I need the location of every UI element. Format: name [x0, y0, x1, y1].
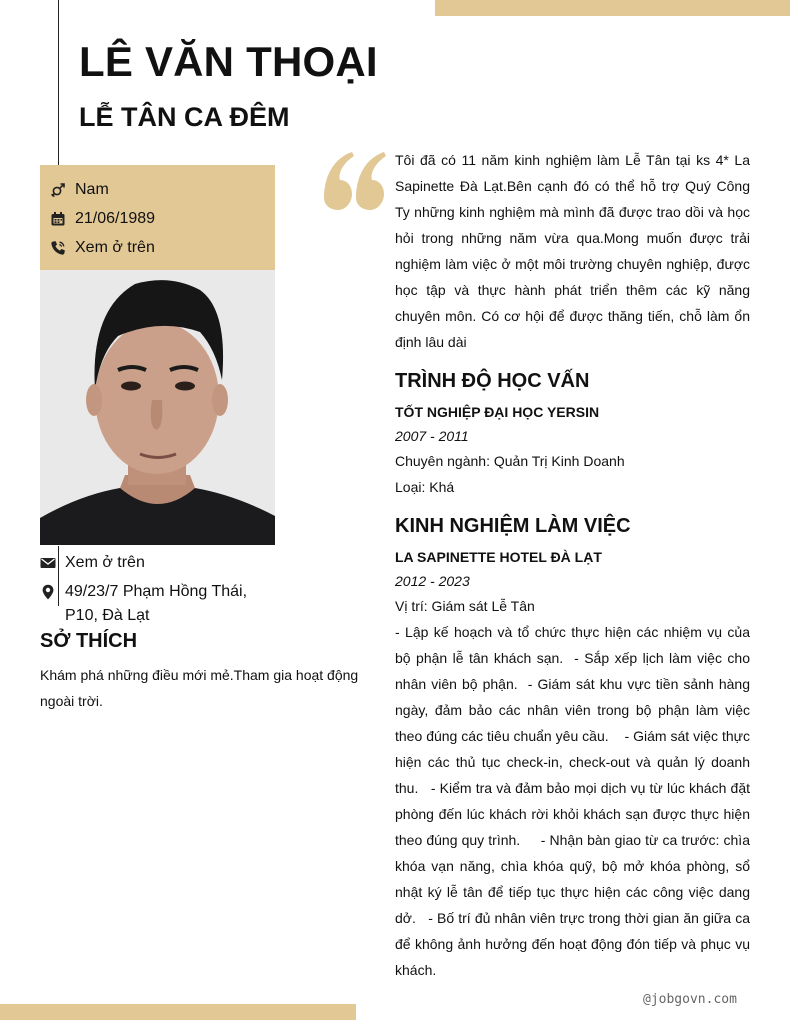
- phone-icon: [50, 240, 66, 256]
- candidate-name: LÊ VĂN THOẠI: [79, 38, 378, 85]
- address-line-2: P10, Đà Lạt: [65, 607, 150, 624]
- calendar-icon: [50, 211, 66, 227]
- quote-icon: [322, 150, 388, 216]
- vertical-divider-top: [58, 0, 59, 165]
- address-block: [65, 580, 247, 628]
- experience-period: 2012 - 2023: [395, 573, 470, 589]
- phone-row: [50, 239, 155, 257]
- hobbies-text: Khám phá những điều mới mẻ.Tham gia hoạt động ngoài trời.: [40, 667, 359, 709]
- address-row: [40, 580, 247, 628]
- education-grade: Loại: Khá: [395, 479, 455, 495]
- education-school: TỐT NGHIỆP ĐẠI HỌC YERSIN: [395, 404, 600, 420]
- education-title: TRÌNH ĐỘ HỌC VẤN: [395, 370, 590, 392]
- gender-row: [50, 181, 109, 199]
- experience-duties: - Lập kế hoạch và tổ chức thực hiện các nhiệm vụ của bộ phận lễ tân khách sạn. - Sắp xếp lịch làm việc cho nhân viên bộ phận. - Giám sát khu vực tiền sảnh hàng ngày, đảm bảo các nhân viên trong bộ phận làm việc theo đúng các tiêu chuẩn yêu cầu. - Giám sát việc thực hiện các thủ tục check-in, check-out và quản lý doanh thu. - Kiểm tra và đảm bảo mọi dịch vụ từ lúc khách đặt phòng đến lúc khách rời khỏi khách sạn được thực hiện theo đúng quy trình. - Nhận bàn giao từ ca trước: chìa khóa vạn năng, chìa khóa quỹ, bộ mở khóa phòng, sổ nhật ký lễ tân để tiếp tục thực hiện các công việc dang dở. - Bố trí đủ nhân viên trực trong thời gian ăn giữa ca để không ảnh hưởng đến hoạt động đón tiếp và phục vụ khách.: [395, 624, 758, 978]
- birthday-value: 21/06/1989: [75, 210, 156, 227]
- email-icon: [40, 555, 56, 571]
- education-period: 2007 - 2011: [395, 428, 469, 444]
- experience-title: KINH NGHIỆM LÀM VIỆC: [395, 515, 631, 537]
- footer-watermark: @jobgovn.com: [643, 992, 737, 1007]
- birthday-row: [50, 210, 155, 228]
- profile-photo: [40, 270, 275, 545]
- gender-value: Nam: [75, 181, 109, 198]
- personal-info-box: [40, 165, 275, 270]
- location-icon: [40, 584, 56, 600]
- experience-position: Vị trí: Giám sát Lễ Tân: [395, 598, 535, 614]
- candidate-role: LỄ TÂN CA ĐÊM: [79, 102, 290, 132]
- bottom-accent-bar: [0, 1004, 356, 1020]
- education-major: Chuyên ngành: Quản Trị Kinh Doanh: [395, 453, 625, 469]
- phone-value: Xem ở trên: [75, 239, 155, 256]
- top-accent-bar: [435, 0, 790, 16]
- experience-company: LA SAPINETTE HOTEL ĐÀ LẠT: [395, 549, 602, 565]
- career-summary: Tôi đã có 11 năm kinh nghiệm làm Lễ Tân tại ks 4* La Sapinette Đà Lạt.Bên cạnh đó có thể hỗ trợ Quý Công Ty những kinh nghiệm mà mình đã được trao dồi và học hỏi trong những năm vừa qua.Mong muốn được trải nghiệm làm việc ở một môi trường chuyên nghiệp, được học tập và thực hành phát triển thêm các kỹ năng chuyên môn. Có cơ hội để được thăng tiến, chỗ làm ổn định lâu dài: [395, 152, 750, 350]
- gender-icon: [50, 182, 66, 198]
- address-line-1: 49/23/7 Phạm Hồng Thái,: [65, 583, 248, 600]
- email-value: Xem ở trên: [65, 554, 145, 571]
- email-row: [40, 551, 145, 575]
- hobbies-title: SỞ THÍCH: [40, 630, 138, 652]
